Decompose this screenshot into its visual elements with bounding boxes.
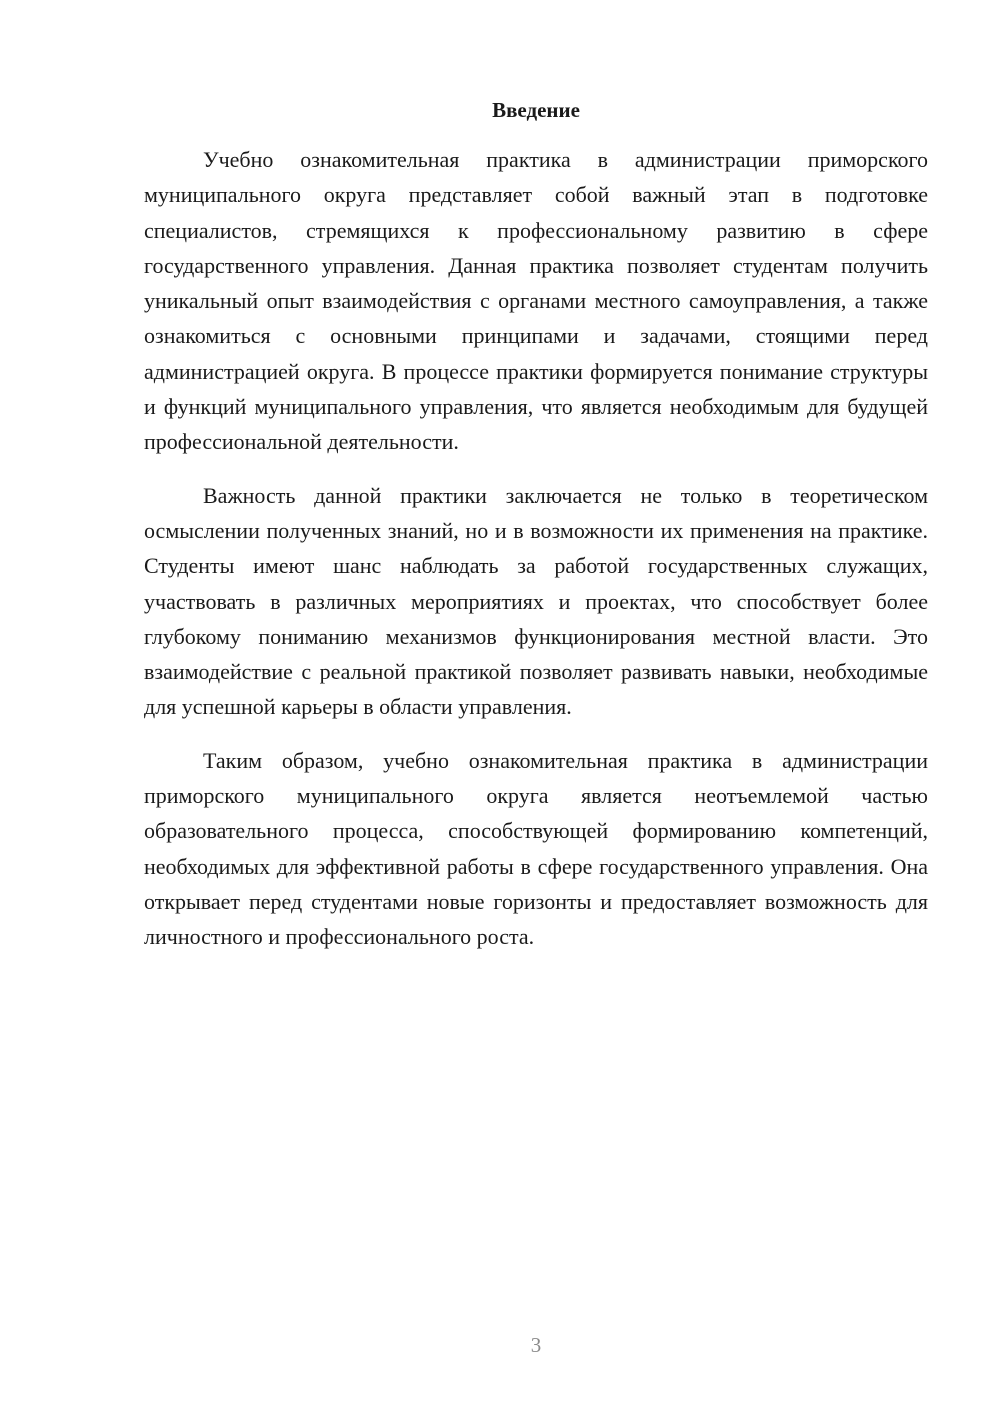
paragraph-2: Важность данной практики заключается не только в теоретическом осмыслении полученных знаний, но и в возможности их применения на практике. Студенты имеют шанс наблюдать за работой государственных служащих, участвовать в различных мероприятиях и проектах, что способствует более глубокому пониманию механизмов функционирования местной власти. Это взаимодействие с реальной практикой позволяет развивать навыки, необходимые для успешной карьеры в области управления. <box>144 482 928 720</box>
document-body <box>144 142 928 973</box>
page-number: 3 <box>530 1333 542 1357</box>
paragraph-1: Учебно ознакомительная практика в администрации приморского муниципального округа представляет собой важный этап в подготовке специалистов, стремящихся к профессиональному развитию в сфере государственного управления. Данная практика позволяет студентам получить уникальный опыт взаимодействия с органами местного самоуправления, а также ознакомиться с основными принципами и задачами, стоящими перед администрацией округа. В процессе практики формируется понимание структуры и функций муниципального управления, что является необходимым для будущей профессиональной деятельности. <box>144 147 928 455</box>
section-heading: Введение <box>492 98 580 122</box>
paragraph-3: Таким образом, учебно ознакомительная практика в администрации приморского муниципального округа является неотъемлемой частью образовательного процесса, способствующей формированию компетенций, необходимых для эффективной работы в сфере государственного управления. Она открывает перед студентами новые горизонты и предоставляет возможность для личностного и профессионального роста. <box>144 747 928 950</box>
